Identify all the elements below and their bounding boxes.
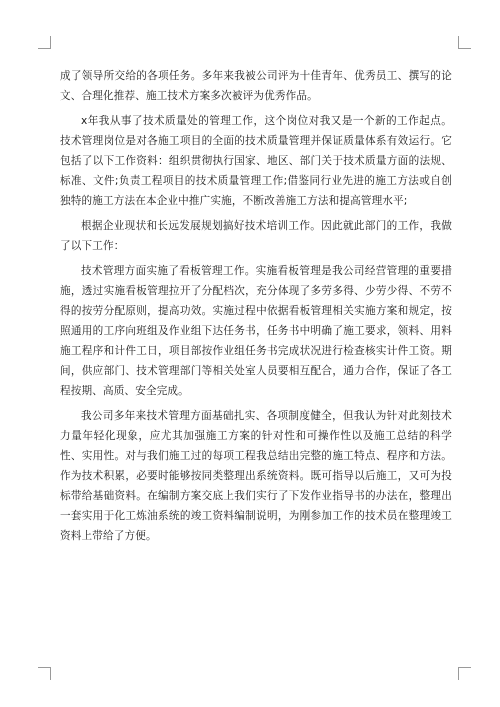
paragraph-continuation: 成了领导所交给的各项任务。多年来我被公司评为十佳青年、优秀员工、撰写的论文、合理化推荐、施工技术方案多次被评为优秀作品。 xyxy=(60,70,452,102)
paragraph-technical-summary: 我公司多年来技术管理方面基础扎实、各项制度健全，但我认为针对此刻技术力量年轻化现象，应尤其加强施工方案的针对性和可操作性以及施工总结的科学性、实用性。对与我们施工过的每项工程我总结出完整的施工特点、程序和方法。作为技术积累，必要时能够按同类整理出系统资料。既可指导以后施工，又可为投标带给基础资料。在编制方案交底上我们实行了下发作业指导书的办法在，整理出一套实用于化工炼油系统的竣工资料编制说明，为刚参加工作的技术员在整理竣工资料上带给了方便。 xyxy=(60,410,452,542)
crop-mark-top-left xyxy=(38,36,51,49)
crop-mark-bottom-right xyxy=(458,667,471,680)
crop-mark-bottom-left xyxy=(38,667,51,680)
paragraph-kanban-management: 技术管理方面实施了看板管理工作。实施看板管理是我公司经营管理的重要措施，透过实施看板管理拉开了分配档次，充分体现了多劳多得、少劳少得、不劳不得的按劳分配原则，提高功效。实施过程中依据看板管理相关实施方案和规定，按照通用的工序向班组及作业组下达任务书，任务书中明确了施工要求，领料、用料施工程序和计件工日，项目部按作业组任务书完成状况进行检查核实计件工资。期间，供应部门、技术管理部门等相关处室人员要相互配合，通力合作，保证了各工程按期、高质、安全完成。 xyxy=(60,265,452,397)
document-body xyxy=(60,66,452,551)
crop-mark-top-right xyxy=(458,36,471,49)
paragraph-technical-quality-role: x年我从事了技术质量处的管理工作，这个岗位对我又是一个新的工作起点。技术管理岗位是对各施工项目的全面的技术质量管理并保证质量体系有效运行。它包括了以下工作资料：组织贯彻执行国家、地区、部门关于技术质量方面的法规、标准、文件;负责工程项目的技术质量管理工作;借鉴同行业先进的施工方法或自创独特的施工方法在本企业中推广实施，不断改善施工方法和提高管理水平; xyxy=(60,115,452,207)
paragraph-training-plan: 根据企业现状和长远发展规划搞好技术培训工作。因此就此部门的工作，我做了以下工作： xyxy=(60,220,452,252)
